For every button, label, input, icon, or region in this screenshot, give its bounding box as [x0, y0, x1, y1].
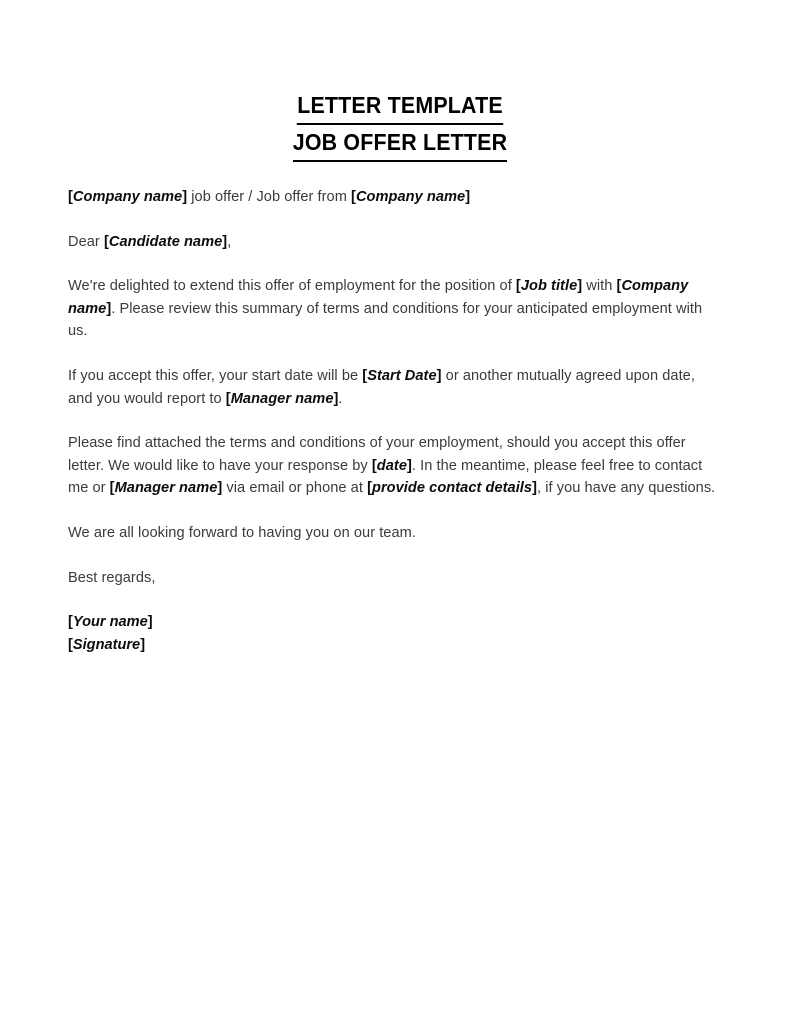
paragraph-start-date	[68, 365, 720, 410]
title-line-2-text: JOB OFFER LETTER	[293, 125, 508, 162]
placeholder-your-name-line	[68, 611, 720, 634]
subject-line	[68, 186, 720, 209]
placeholder-company-name-3: [Company name]	[68, 278, 689, 317]
placeholder-job-title: [Job title]	[515, 278, 583, 295]
subject-middle-text: job offer / Job offer from	[187, 189, 352, 205]
p3-text-3: via email or phone at	[222, 480, 368, 497]
signature-block	[68, 611, 720, 656]
p2-text-3: .	[338, 390, 343, 407]
sign-off-line: Best regards,	[68, 569, 156, 586]
paragraph-terms-response	[68, 432, 720, 500]
title-line-1-text: LETTER TEMPLATE	[297, 88, 503, 125]
paragraph-closing-sentiment: We are all looking forward to having you on our team.	[68, 524, 416, 541]
paragraph-offer-intro	[68, 275, 720, 343]
p2-text-2: or another mutually agreed upon date, and you would report to	[68, 367, 695, 407]
p1-text-1: We're delighted to extend this offer of employment for the position of	[68, 278, 516, 295]
placeholder-contact-details: [provide contact details]	[367, 480, 538, 497]
placeholder-candidate-name: [Candidate name]	[103, 233, 228, 250]
salutation-comma: ,	[227, 233, 232, 250]
salutation-greeting: Dear	[68, 233, 104, 250]
p1-text-3: . Please review this summary of terms and conditions for your anticipated employment with us.	[68, 300, 703, 340]
document-header	[0, 0, 800, 162]
letter-body	[68, 186, 720, 656]
placeholder-manager-name-2: [Manager name]	[109, 480, 223, 497]
placeholder-signature: [Signature]	[68, 636, 146, 653]
p2-text-1: If you accept this offer, your start date will be	[68, 367, 363, 384]
placeholder-manager-name: [Manager name]	[225, 390, 339, 407]
placeholder-your-name: [Your name]	[68, 614, 153, 631]
p3-text-4: , if you have any questions.	[537, 480, 716, 497]
p1-text-2: with	[582, 278, 617, 295]
p3-text-1: Please find attached the terms and conditions of your employment, should you accept this offer letter. We would like to have your response by	[68, 435, 686, 474]
placeholder-company-name: [Company name]	[68, 189, 188, 205]
placeholder-date: [date]	[371, 457, 412, 474]
placeholder-signature-line	[68, 634, 720, 657]
p3-text-2: . In the meantime, please feel free to contact me or	[68, 457, 703, 497]
placeholder-company-name-2: [Company name]	[351, 189, 471, 205]
title-line-1	[28, 88, 772, 125]
salutation-line	[68, 231, 720, 254]
placeholder-start-date: [Start Date]	[362, 367, 442, 384]
title-line-2	[28, 125, 772, 162]
